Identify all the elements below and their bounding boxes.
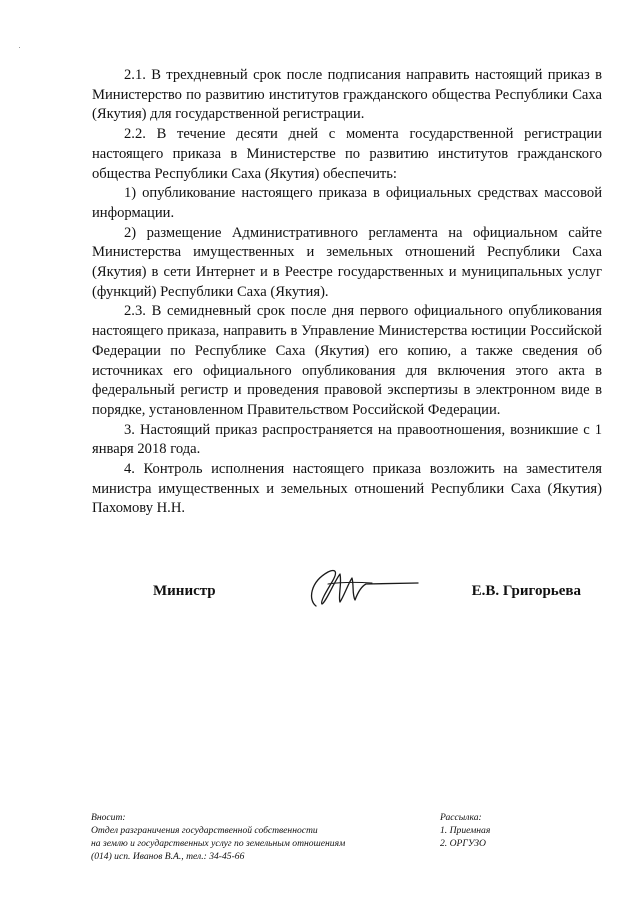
- signatory-name: Е.В. Григорьева: [471, 583, 581, 599]
- footer-left-line: на землю и государственных услуг по земельным отношениям: [91, 838, 346, 849]
- signatory-title: Министр: [153, 583, 216, 599]
- scan-speck: [19, 47, 20, 48]
- handwritten-signature-icon: [302, 562, 420, 614]
- paragraph-2-2-item-2: 2) размещение Административного регламента на официальном сайте Министерства имущественных и земельных отношений Республики Саха (Якутия) в сети Интернет и в Реестре государственных и муниципальных услуг (функций) Республики Саха (Якутия).: [92, 224, 602, 300]
- footer-submitted-by: [91, 811, 345, 863]
- footer-right-line: 1. Приемная: [440, 825, 491, 836]
- paragraph-3: 3. Настоящий приказ распространяется на правоотношения, возникшие с 1 января 2018 года.: [92, 421, 602, 458]
- paragraph-2-3: 2.3. В семидневный срок после дня первого официального опубликования настоящего приказа, направить в Управление Министерства юстиции Российской Федерации по Республике Саха (Якутия) его копию, а также сведения об источниках его официального опубликования для включения этого акта в федеральный регистр и проведения правовой экспертизы в электронном виде в порядке, установленном Правительством Российской Федерации.: [92, 303, 602, 418]
- paragraph-2-2-item-1: 1) опубликование настоящего приказа в официальных средствах массовой информации.: [92, 185, 602, 221]
- paragraph-2-2: 2.2. В течение десяти дней с момента государственной регистрации настоящего приказа в Министерстве по развитию институтов гражданского общества Республики Саха (Якутия) обеспечить:: [92, 126, 602, 182]
- footer-distribution: [440, 811, 490, 850]
- footer-left-line: Отдел разграничения государственной собственности: [91, 825, 318, 836]
- order-body: [92, 66, 602, 519]
- footer-left-line: (014) исп. Иванов В.А., тел.: 34-45-66: [91, 851, 245, 862]
- footer-right-label: Рассылка:: [440, 812, 482, 823]
- footer-left-label: Вносит:: [91, 812, 126, 823]
- paragraph-4: 4. Контроль исполнения настоящего приказа возложить на заместителя министра имущественных и земельных отношений Республики Саха (Якутия) Пахомову Н.Н.: [92, 461, 602, 517]
- footer-right-line: 2. ОРГУЗО: [440, 838, 486, 849]
- paragraph-2-1: 2.1. В трехдневный срок после подписания направить настоящий приказ в Министерство по развитию институтов гражданского общества Республики Саха (Якутия) для государственной регистрации.: [92, 67, 602, 123]
